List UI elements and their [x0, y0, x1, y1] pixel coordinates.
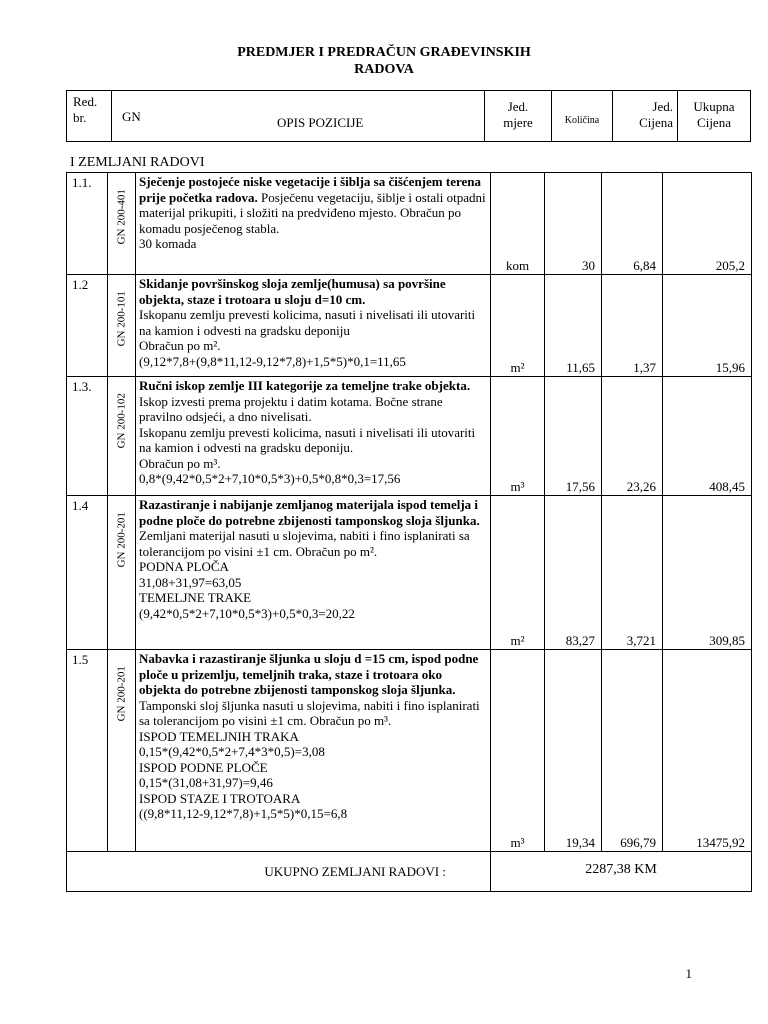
table-row: [67, 275, 752, 377]
total-row: [67, 852, 752, 892]
item-description: [136, 650, 491, 852]
section-title: I ZEMLJANI RADOVI: [70, 155, 205, 170]
item-gn: GN 200-401: [114, 189, 127, 245]
item-text: ISPOD TEMELJNIH TRAKA: [139, 728, 299, 744]
item-gn-cell: [108, 650, 136, 852]
item-text: TEMELJNE TRAKE: [139, 590, 252, 605]
item-quantity: 30: [545, 173, 602, 275]
item-text: Iskopanu zemlju prevesti kolicima, nasuti i nivelisati ili utovariti na kamion i odvesti na gradsku deponiju.: [139, 424, 476, 455]
header-ukupna: [678, 91, 751, 142]
item-gn: GN 200-102: [114, 393, 127, 449]
header-red-br: [67, 91, 112, 142]
page-number: 1: [685, 966, 692, 981]
item-total: 408,45: [663, 377, 752, 496]
item-title: Skidanje površinskog sloja zemlje(humusa) sa površine objekta, staze i trotoara u sloju d=10 cm.: [139, 276, 446, 307]
item-gn-cell: [108, 173, 136, 275]
item-text: (9,12*7,8+(9,8*11,12-9,12*7,8)+1,5*5)*0,1=11,65: [139, 353, 406, 369]
item-number: 1.3.: [67, 377, 108, 496]
header-gn: GN: [122, 109, 141, 124]
table-row: [67, 173, 752, 275]
item-text: Iskop izvesti prema projektu i datim kotama. Bočne strane pravilno odsjeći, a dno nivelisati.: [139, 393, 443, 424]
header-ukupna-line1: Ukupna: [693, 99, 735, 114]
item-title: Razastiranje i nabijanje zemljanog materijala ispod temelja i podne ploče do potrebne zbijenosti tamponskog sloja šljunka.: [139, 497, 480, 528]
header-jed-mjere: [485, 91, 552, 142]
header-table: [66, 90, 751, 142]
table-row: [67, 650, 752, 852]
item-unit: m²: [491, 496, 545, 650]
header-kolicina: Količina: [552, 91, 613, 142]
header-jed-cijena: [613, 91, 678, 142]
header-jed-mjere-line2: mjere: [503, 115, 533, 130]
item-text: Iskopanu zemlju prevesti kolicima, nasuti i nivelisati ili utovariti na kamion i odvesti na gradsku deponiju: [139, 307, 476, 338]
item-text: Posječenu vegetaciju, šiblje i ostali otpadni materijal prikupiti, i složiti na predviđeno mjesto. Obračun po komadu posječenog stabla.: [139, 189, 486, 236]
item-text: ((9,8*11,12-9,12*7,8)+1,5*5)*0,15=6,8: [139, 806, 348, 821]
item-quantity: 11,65: [545, 275, 602, 377]
item-text: ISPOD STAZE I TROTOARA: [139, 790, 301, 806]
item-text: Tamponski sloj šljunka nasuti u slojevima, nabiti i fino isplanirati sa tolerancijom po visini ±1 cm. Obračun po m³.: [139, 697, 480, 728]
item-text: PODNA PLOČA: [139, 559, 229, 574]
item-unit-price: 3,721: [602, 496, 663, 650]
item-text: 30 komada: [139, 236, 197, 251]
header-red-br-line2: br.: [73, 110, 87, 125]
items-table: [66, 172, 752, 892]
item-text: Zemljani materijal nasuti u slojevima, nabiti i fino isplanirati sa tolerancijom po visini ±1 cm. Obračun po m².: [139, 528, 470, 559]
item-text: (9,42*0,5*2+7,10*0,5*3)+0,5*0,3=20,22: [139, 605, 355, 621]
header-jed-cijena-line1: Jed.: [652, 99, 673, 114]
item-unit-price: 23,26: [602, 377, 663, 496]
item-text: Obračun po m³.: [139, 455, 221, 471]
header-opis-label: OPIS POZICIJE: [277, 115, 364, 130]
item-text: 0,15*(31,08+31,97)=9,46: [139, 775, 273, 790]
item-gn-cell: [108, 275, 136, 377]
item-number: 1.2: [67, 275, 108, 377]
item-gn: GN 200-201: [114, 666, 127, 722]
item-text: ISPOD PODNE PLOČE: [139, 759, 268, 775]
item-unit-price: 696,79: [602, 650, 663, 852]
header-jed-mjere-line1: Jed.: [507, 99, 529, 114]
item-gn-cell: [108, 496, 136, 650]
item-unit-price: 1,37: [602, 275, 663, 377]
item-total: 15,96: [663, 275, 752, 377]
item-text: 31,08+31,97=63,05: [139, 574, 242, 590]
item-quantity: 19,34: [545, 650, 602, 852]
item-description: [136, 496, 491, 650]
header-red-br-line1: Red.: [73, 94, 98, 109]
total-label: UKUPNO ZEMLJANI RADOVI :: [264, 863, 446, 879]
table-row: [67, 377, 752, 496]
item-text: 0,15*(9,42*0,5*2+7,4*3*0,5)=3,08: [139, 744, 325, 759]
item-gn: GN 200-201: [114, 512, 127, 568]
item-total: 205,2: [663, 173, 752, 275]
item-unit: m³: [491, 650, 545, 852]
item-title: Ručni iskop zemlje III kategorije za temeljne trake objekta.: [139, 378, 471, 393]
total-label-cell: [67, 852, 491, 892]
item-total: 13475,92: [663, 650, 752, 852]
item-unit: m³: [491, 377, 545, 496]
title-line-1: PREDMJER I PREDRAČUN GRAĐEVINSKIH: [237, 45, 531, 60]
item-number: 1.4: [67, 496, 108, 650]
item-quantity: 17,56: [545, 377, 602, 496]
item-unit: kom: [491, 173, 545, 275]
header-jed-cijena-line2: Cijena: [639, 115, 673, 130]
total-value: 2287,38 KM: [491, 852, 752, 892]
item-gn-cell: [108, 377, 136, 496]
item-title: Sječenje postojeće niske vegetacije i šiblja sa čišćenjem terena prije početka radova.: [139, 174, 481, 205]
document-title: [0, 44, 768, 78]
item-text: Obračun po m².: [139, 338, 221, 353]
item-total: 309,85: [663, 496, 752, 650]
table-row: [67, 496, 752, 650]
item-unit: m²: [491, 275, 545, 377]
item-gn: GN 200-101: [114, 291, 127, 347]
item-title: Nabavka i razastiranje šljunka u sloju d =15 cm, ispod podne ploče u prizemlju, temeljnih traka, staze i trotoara oko objekta do potrebne zbijenosti tamponskog sloja šljunka.: [139, 651, 479, 697]
item-description: [136, 275, 491, 377]
item-unit-price: 6,84: [602, 173, 663, 275]
item-number: 1.5: [67, 650, 108, 852]
item-description: [136, 173, 491, 275]
title-line-2: RADOVA: [354, 62, 414, 77]
header-opis: [112, 91, 485, 142]
item-quantity: 83,27: [545, 496, 602, 650]
header-ukupna-line2: Cijena: [697, 115, 731, 130]
item-number: 1.1.: [67, 173, 108, 275]
item-text: 0,8*(9,42*0,5*2+7,10*0,5*3)+0,5*0,8*0,3=17,56: [139, 471, 401, 486]
item-description: [136, 377, 491, 496]
